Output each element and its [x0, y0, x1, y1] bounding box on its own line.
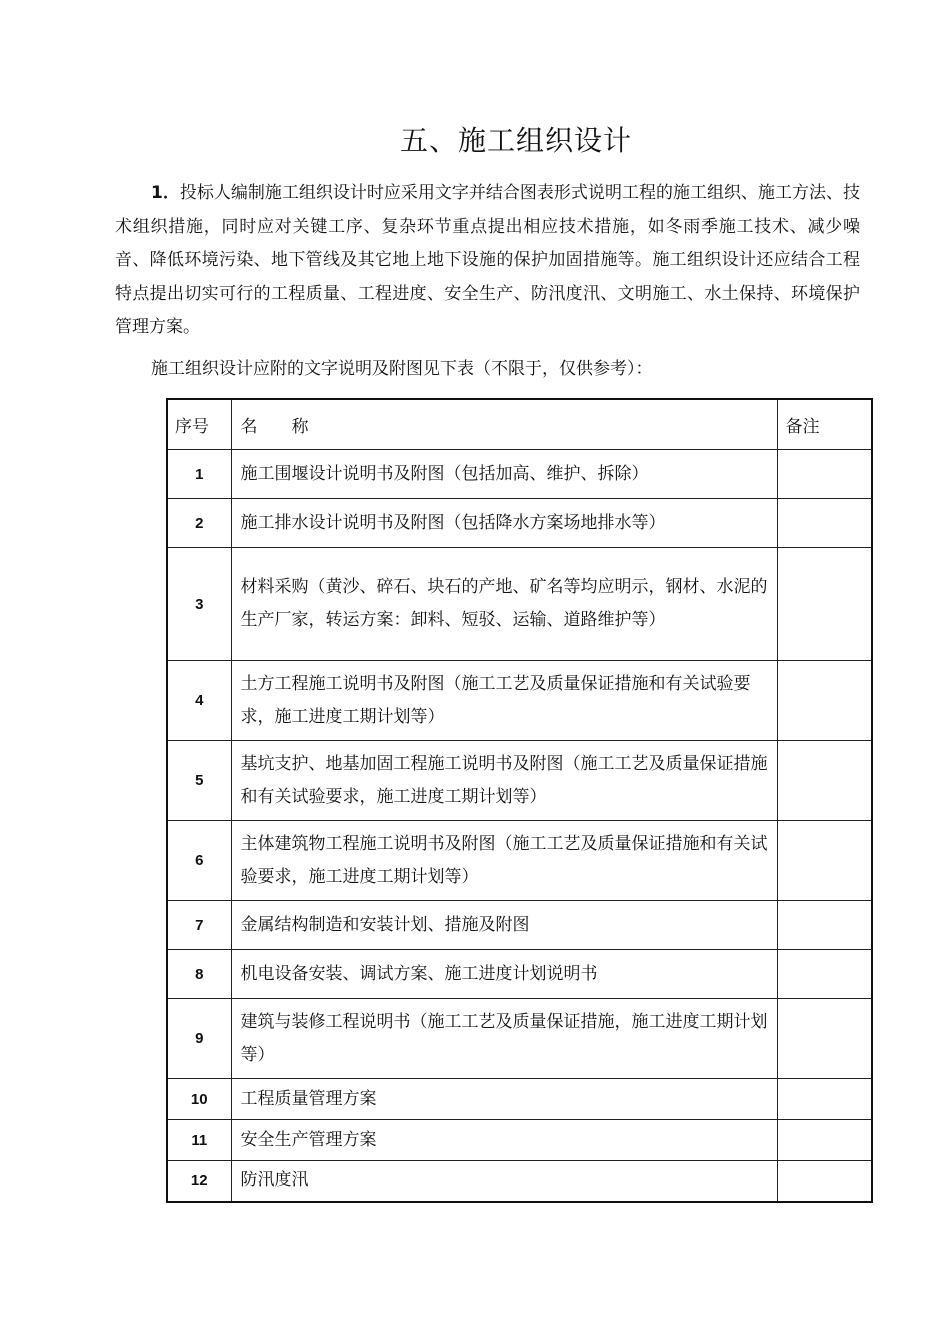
table-row [167, 821, 872, 901]
row-name: 施工排水设计说明书及附图（包括降水方案场地排水等） [231, 499, 777, 548]
row-name: 防汛度汛 [231, 1161, 777, 1202]
row-no: 7 [167, 901, 231, 950]
table-row [167, 450, 872, 499]
row-name: 工程质量管理方案 [231, 1079, 777, 1120]
row-note [777, 450, 872, 499]
header-no: 序号 [167, 399, 231, 450]
row-note [777, 1161, 872, 1202]
row-no: 5 [167, 741, 231, 821]
row-name: 机电设备安装、调试方案、施工进度计划说明书 [231, 950, 777, 999]
row-name: 材料采购（黄沙、碎石、块石的产地、矿名等均应明示，钢材、水泥的生产厂家，转运方案：卸料、短驳、运输、道路维护等） [231, 548, 777, 661]
header-name: 名 称 [231, 399, 777, 450]
table-row [167, 1161, 872, 1202]
row-no: 11 [167, 1120, 231, 1161]
intro-paragraph [115, 177, 860, 345]
page-title: 五、施工组织设计 [399, 124, 632, 157]
row-no: 2 [167, 499, 231, 548]
table-row [167, 1079, 872, 1120]
table-caption: 施工组织设计应附的文字说明及附图见下表（不限于，仅供参考）： [151, 359, 653, 379]
row-name: 建筑与装修工程说明书（施工工艺及质量保证措施，施工进度工期计划等） [231, 999, 777, 1079]
row-name: 土方工程施工说明书及附图（施工工艺及质量保证措施和有关试验要求，施工进度工期计划等） [231, 661, 777, 741]
table-header-row [167, 399, 872, 450]
table-row [167, 950, 872, 999]
row-name: 主体建筑物工程施工说明书及附图（施工工艺及质量保证措施和有关试验要求，施工进度工期计划等） [231, 821, 777, 901]
paragraph-number: 1． [151, 183, 180, 203]
row-note [777, 499, 872, 548]
row-note [777, 1079, 872, 1120]
row-no: 1 [167, 450, 231, 499]
row-no: 4 [167, 661, 231, 741]
row-name: 基坑支护、地基加固工程施工说明书及附图（施工工艺及质量保证措施和有关试验要求，施工进度工期计划等） [231, 741, 777, 821]
table-row [167, 901, 872, 950]
row-note [777, 741, 872, 821]
table-row [167, 1120, 872, 1161]
row-name: 金属结构制造和安装计划、措施及附图 [231, 901, 777, 950]
row-no: 9 [167, 999, 231, 1079]
table-row [167, 741, 872, 821]
attachment-table [166, 398, 873, 1203]
row-name: 安全生产管理方案 [231, 1120, 777, 1161]
row-no: 10 [167, 1079, 231, 1120]
row-note [777, 821, 872, 901]
attachment-table-wrapper [166, 398, 873, 1203]
row-name: 施工围堰设计说明书及附图（包括加高、维护、拆除） [231, 450, 777, 499]
header-note: 备注 [777, 399, 872, 450]
table-row [167, 499, 872, 548]
row-no: 3 [167, 548, 231, 661]
row-note [777, 901, 872, 950]
row-note [777, 548, 872, 661]
table-row [167, 999, 872, 1079]
table-row [167, 548, 872, 661]
row-note [777, 1120, 872, 1161]
row-no: 12 [167, 1161, 231, 1202]
row-note [777, 661, 872, 741]
row-note [777, 999, 872, 1079]
table-row [167, 661, 872, 741]
row-no: 8 [167, 950, 231, 999]
row-note [777, 950, 872, 999]
paragraph-text: 投标人编制施工组织设计时应采用文字并结合图表形式说明工程的施工组织、施工方法、技术组织措施，同时应对关键工序、复杂环节重点提出相应技术措施，如冬雨季施工技术、减少噪音、降低环境污染、地下管线及其它地上地下设施的保护加固措施等。施工组织设计还应结合工程特点提出切实可行的工程质量、工程进度、安全生产、防汛度汛、文明施工、水土保持、环境保护管理方案。 [115, 183, 860, 337]
row-no: 6 [167, 821, 231, 901]
